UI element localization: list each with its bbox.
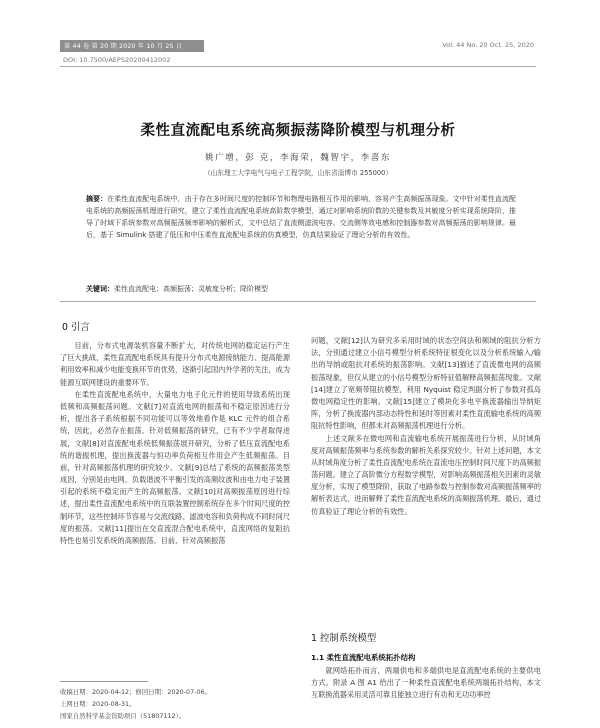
topology-paragraph-text: 就网络拓扑而言，两端供电和多端供电是直流配电系统的主要供电方式。附录 A 图 A1 给出了一种柔性直流配电系统两端拓扑结构，本文互联换流器采用灵活可靠且能独立进行有功和无功功率控: [311, 666, 541, 700]
topology-paragraph: [311, 665, 541, 702]
section-heading-introduction: 0 引言: [62, 322, 90, 333]
header-divider: [60, 66, 536, 67]
keywords: [86, 284, 516, 294]
journal-issue-label: 第 44 卷 第 20 期 2020 年 10 月 25 日: [64, 43, 183, 50]
right-column: [311, 335, 541, 518]
paper-title: 柔性直流配电系统高频振荡降阶模型与机理分析: [140, 123, 456, 139]
affiliation: （山东理工大学电气与电子工程学院，山东省淄博市 255000）: [203, 169, 393, 177]
abstract-text: 在柔性直流配电系统中，由于存在多时间尺度的控制环节和物理电路相互作用的影响，容易产生高频振荡现象。文中针对柔性直流配电系统的高频振荡机理进行研究，建立了柔性直流配电系统高阶数学模型，通过对影响系统阶数的关键参数及其敏度分析实现系统降阶，推导了时域下系统参数对高频振荡频率影响的解析式，文中总结了直流侧滤波电容、交流侧等效电感和控制器参数对高频振荡的影响规律。最后，基于 Simulink 搭建了低压和中压柔性直流配电系统的仿真模型，仿真结果验证了理论分析的有效性。: [86, 195, 517, 239]
abstract-label: 摘要：: [86, 195, 108, 203]
intro-paragraph-2: 在柔性直流配电系统中，大量电力电子化元件的使用导致系统出现低频和高频振荡问题。文献[7]对直流电网的振荡和不稳定原因进行分析，提出各子系统根据不同功能可以等效地看作是 KLC 元件的组合系统，因此，必然存在振荡。针对低频振荡的研究，已有不少学者取得进展，文献[8]对直流配电系统低频振荡展开研究，分析了低压直流配电系统的谐振机理，提出换流器与恒功率负荷相互作用会产生低频振荡。目前，针对高频振荡机理的研究较少。文献[9]总结了系统的高频振荡类型成因，分别是由电网、负载谐波不平衡引发的高频纹波和由电力电子装置引起的系统不稳定而产生的高频振荡。文献[10]对高频振荡原因进行综述，提出柔性直流配电系统中的互联装置控制系统存在多个时间尺度的控制环节，这些控制环节容易与交流线路、滤波电容和负荷构成不同时间尺度的振荡。文献[11]提出在交直流混合配电系统中，直流网络的复阻抗特性也易引发系统的高频振荡。目前，针对高频振荡: [60, 389, 291, 545]
section-heading-control-model: 1 控制系统模型: [311, 633, 377, 644]
keywords-text: 柔性直流配电；高频振荡；灵敏度分析；降阶模型: [114, 285, 268, 293]
footnote-fund: 国家自然科学基金资助项目（51807112）。: [60, 712, 186, 720]
intro-paragraph-1: 目前，分布式电源装机容量不断扩大，对传统电网的稳定运行产生了巨大挑战，柔性直流配电系统具有提升分布式电源接纳能力、提高能源利用效率和减少电能变换环节的优势，逐渐引起国内外学者的关注，成为能源互联网建设的重要环节。: [60, 341, 291, 387]
footnote-online: 上网日期：2020-08-31。: [60, 700, 136, 708]
abstract: [86, 193, 516, 241]
author-list: 姚广增，彭 克，李海荣，魏智宇，李喜东: [205, 153, 391, 163]
intro-paragraph-4: 上述文献多在微电网和直流输电系统开展振荡进行分析，从时域角度对高频振荡频率与系统参数的解析关系探究较少。针对上述问题，本文从时域角度分析了柔性直流配电系统在直流电压控制时间尺度下的高频振荡问题。建立了高阶微分方程数学模型，对影响高频振荡相关因素的灵敏度分析，实现了模型降阶，获取了电路参数与控制参数对高频振荡频率的解析表达式，进而解释了柔性直流配电系统的高频振荡机理。最后，通过仿真验证了理论分析的有效性。: [311, 433, 542, 516]
footnote-received: 收稿日期：2020-04-12；修回日期：2020-07-06。: [60, 688, 211, 696]
doi-label[interactable]: DOI: 10.7500/AEPS20200412002: [63, 56, 171, 64]
footnote-divider: [60, 681, 148, 682]
keywords-label: 关键词：: [86, 285, 114, 293]
abstract-divider: [60, 301, 536, 302]
left-column: [60, 340, 290, 547]
footnotes: [60, 686, 211, 722]
intro-paragraph-3: 问题，文献[12]认为研究多采用时域的状态空间法和频域的阻抗分析方法，分别通过建立小信号模型分析系统特征根变化以及分析系统输入/输出的导纳或阻抗对系统的振荡影响。文献[13]描述了直流微电网的高频振荡现象，但仅从建立的小信号模型分析特征值解释高频振荡现象。文献[14]建立了宽频带阻抗模型，利用 Nyquist 稳定判据分析了参数对孤岛微电网稳定性的影响。文献[15]建立了模块化多电平换流器输出导纳矩阵，分析了换流器内部动态特性和延时等因素对柔性直流输电系统的高频阻抗特性影响，但都未对高频振荡机理进行分析。: [311, 336, 542, 431]
journal-volume-label: Vol. 44 No. 20 Oct. 25, 2020: [442, 41, 534, 49]
subsection-heading-topology: 1.1 柔性直流配电系统拓扑结构: [311, 653, 416, 662]
